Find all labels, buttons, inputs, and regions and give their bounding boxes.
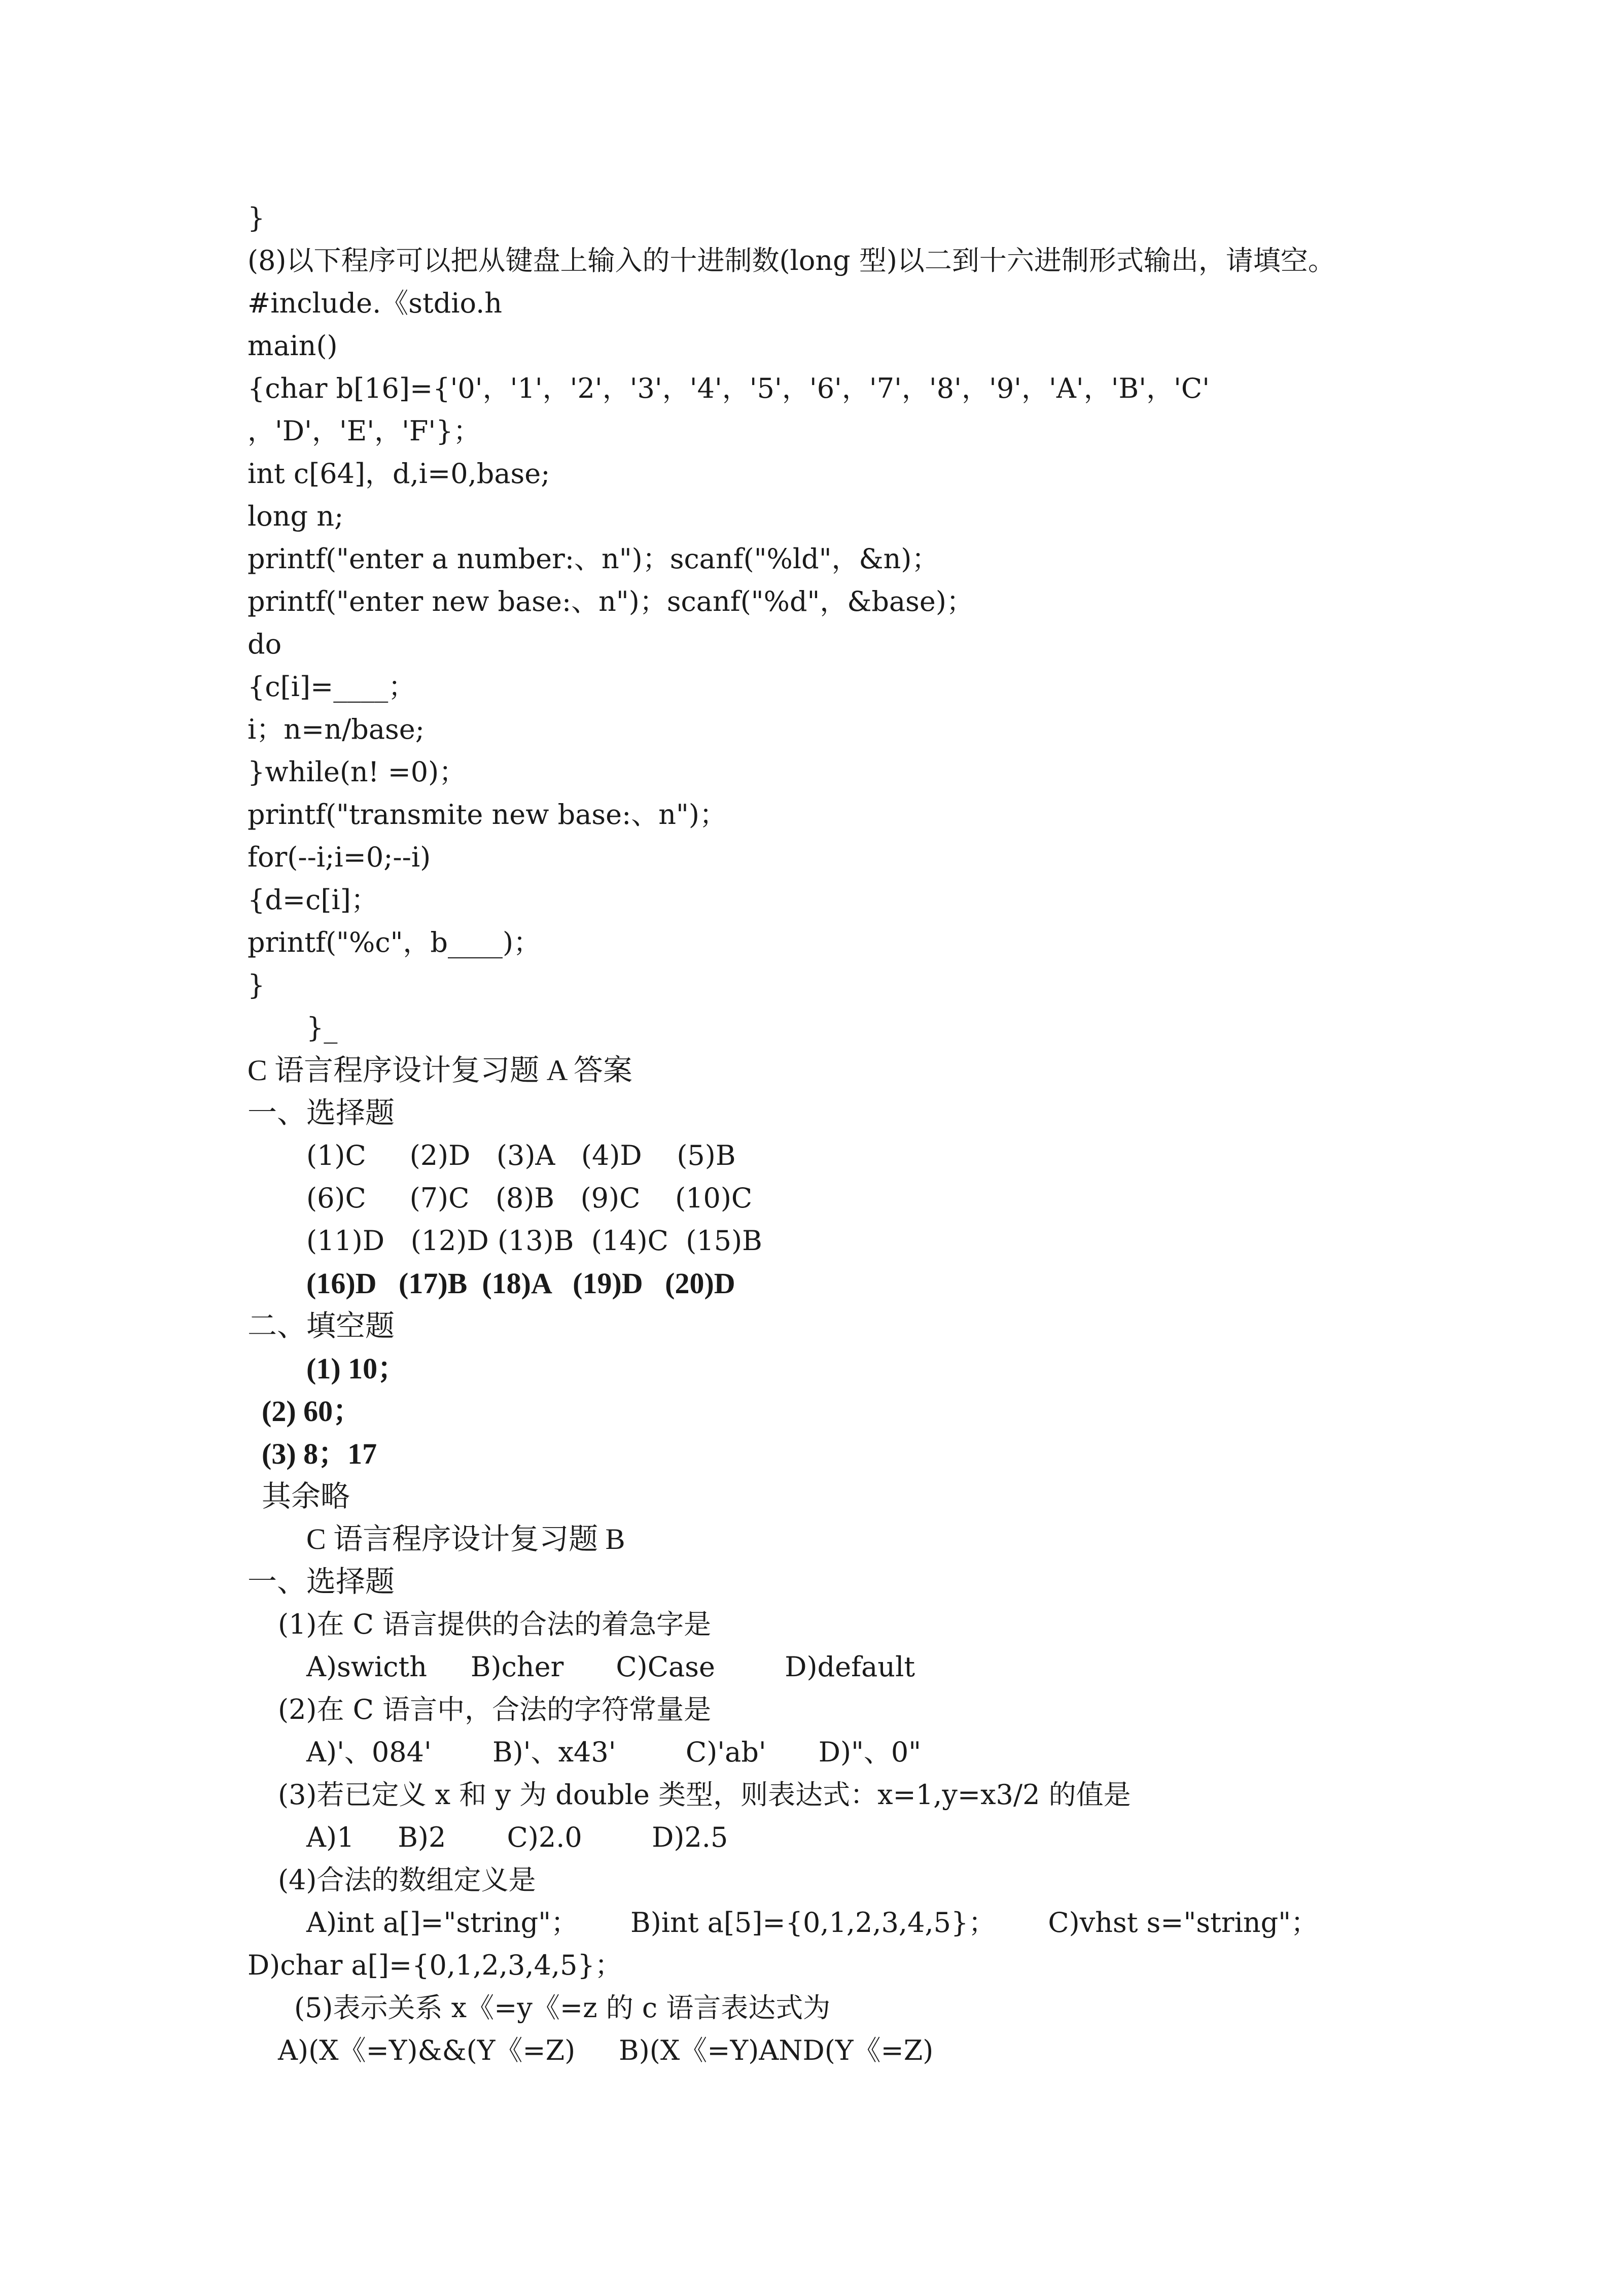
- answer-row: (1)C (2)D (3)A (4)D (5)B: [306, 1139, 736, 1171]
- code-line: {char b[16]={'0'，'1'，'2'，'3'，'4'，'5'，'6'，'7'，'8'，'9'，'A'，'B'，'C': [248, 372, 1210, 404]
- code-line: int c[64]，d,i=0,base;: [248, 458, 550, 490]
- code-line: {d=c[i]；: [248, 884, 378, 916]
- code-line: printf("%c"，b____)；: [248, 926, 541, 958]
- fill-answer: (1) 10；: [306, 1352, 407, 1385]
- code-line: do: [248, 628, 282, 660]
- answer-row: (11)D (12)D (13)B (14)C (15)B: [306, 1225, 762, 1257]
- options-row: A)(X《=Y)&&(Y《=Z) B)(X《=Y)AND(Y《=Z): [278, 2034, 934, 2066]
- code-line: }while(n! =0)；: [248, 756, 467, 788]
- code-line: printf("enter a number:、n")；scanf("%ld"，&n)；: [248, 543, 939, 575]
- section-heading: 二、填空题: [248, 1309, 395, 1342]
- answer-row: (6)C (7)C (8)B (9)C (10)C: [306, 1182, 753, 1214]
- section-heading: 一、选择题: [248, 1565, 395, 1598]
- section-heading: 一、选择题: [248, 1096, 395, 1129]
- code-line: main(): [248, 330, 338, 362]
- options-row: D)char a[]={0,1,2,3,4,5}；: [248, 1949, 622, 1981]
- fill-answer: (3) 8；17: [262, 1437, 377, 1470]
- answer-row: (16)D (17)B (18)A (19)D (20)D: [306, 1267, 735, 1300]
- options-row: A)'、084' B)'、x43' C)'ab' D)"、0": [306, 1736, 922, 1768]
- code-line: i；n=n/base;: [248, 713, 425, 745]
- code-line: for(--i;i=0;--i): [248, 841, 431, 873]
- remark: 其余略: [262, 1480, 350, 1513]
- code-line: #include.《stdio.h: [248, 287, 503, 319]
- question-item: (3)若已定义 x 和 y 为 double 类型，则表达式：x=1,y=x3/2 的值是: [278, 1779, 1131, 1811]
- code-line: }: [248, 202, 265, 234]
- fill-answer: (2) 60；: [262, 1395, 363, 1428]
- question-item: (1)在 C 语言提供的合法的着急字是: [278, 1608, 712, 1640]
- code-line: }: [248, 969, 265, 1001]
- code-line: long n;: [248, 500, 344, 532]
- options-row: A)swicth B)cher C)Case D)default: [306, 1651, 915, 1683]
- options-row: A)1 B)2 C)2.0 D)2.5: [306, 1821, 728, 1853]
- question-8: (8)以下程序可以把从键盘上输入的十进制数(long 型)以二到十六进制形式输出，请填空。: [248, 245, 1335, 276]
- question-item: (2)在 C 语言中，合法的字符常量是: [278, 1693, 712, 1725]
- code-line: {c[i]=____；: [248, 671, 416, 703]
- code-line: }_: [306, 1012, 338, 1044]
- answers-a-title: C 语言程序设计复习题 A 答案: [248, 1054, 632, 1087]
- options-row: A)int a[]="string"； B)int a[5]={0,1,2,3,4,5}； C)vhst s="string"；: [306, 1907, 1319, 1939]
- review-b-title: C 语言程序设计复习题 B: [306, 1523, 625, 1555]
- code-line: printf("enter new base:、n")；scanf("%d"，&base)；: [248, 585, 974, 617]
- code-line: ，'D'，'E'，'F'}；: [248, 415, 481, 447]
- code-line: printf("transmite new base:、n")；: [248, 799, 727, 831]
- question-item: (5)表示关系 x《=y《=z 的 c 语言表达式为: [294, 1992, 831, 2024]
- question-item: (4)合法的数组定义是: [278, 1864, 536, 1896]
